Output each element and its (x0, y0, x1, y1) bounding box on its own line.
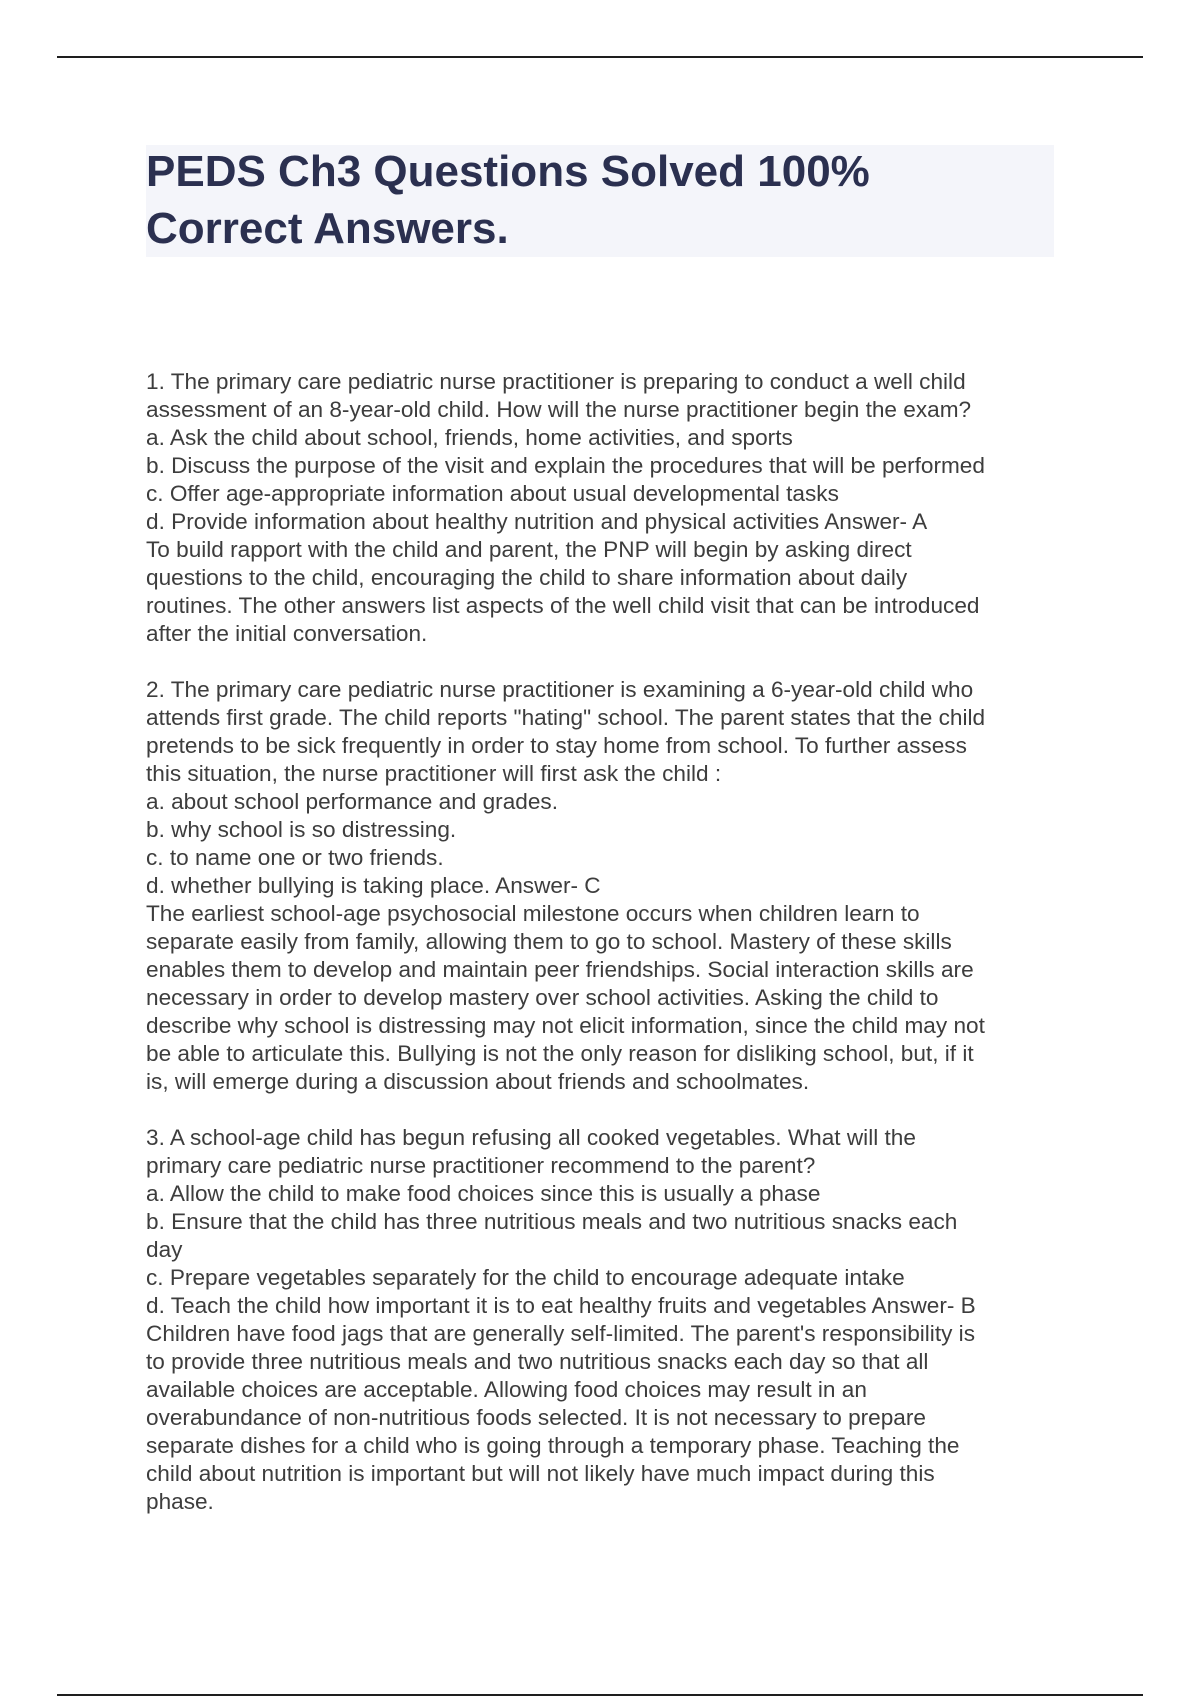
option-b-continued: day (146, 1237, 183, 1262)
title-line: Correct Answers. (146, 204, 509, 253)
rationale-line: separate easily from family, allowing them to go to school. Mastery of these skills (146, 929, 952, 954)
rationale-line: overabundance of non-nutritious foods selected. It is not necessary to prepare (146, 1405, 926, 1430)
top-divider (57, 56, 1143, 58)
rationale-line: enables them to develop and maintain peer friendships. Social interaction skills are (146, 957, 974, 982)
option-b: b. Ensure that the child has three nutritious meals and two nutritious snacks each (146, 1209, 958, 1234)
rationale-line: To build rapport with the child and parent, the PNP will begin by asking direct (146, 537, 912, 562)
option-d-answer: d. whether bullying is taking place. Answer- C (146, 873, 601, 898)
rationale-line: questions to the child, encouraging the child to share information about daily (146, 565, 908, 590)
rationale-line: separate dishes for a child who is going through a temporary phase. Teaching the (146, 1433, 960, 1458)
rationale-line: Children have food jags that are generally self-limited. The parent's responsibility is (146, 1321, 975, 1346)
rationale-line: be able to articulate this. Bullying is not the only reason for disliking school, but, if it (146, 1041, 974, 1066)
bottom-divider (57, 1694, 1143, 1696)
question-1 (146, 368, 1066, 648)
option-b: b. Discuss the purpose of the visit and explain the procedures that will be performed (146, 453, 985, 478)
option-b: b. why school is so distressing. (146, 817, 457, 842)
text-line: 2. The primary care pediatric nurse practitioner is examining a 6-year-old child who (146, 677, 974, 702)
question-3 (146, 1124, 1066, 1516)
title-block (146, 145, 1054, 257)
title-line: PEDS Ch3 Questions Solved 100% (146, 147, 870, 196)
document-body (146, 368, 1066, 1544)
text-line: this situation, the nurse practitioner will first ask the child : (146, 761, 722, 786)
text-line: assessment of an 8-year-old child. How will the nurse practitioner begin the exam? (146, 397, 972, 422)
page-title (146, 143, 870, 257)
rationale-line: necessary in order to develop mastery over school activities. Asking the child to (146, 985, 939, 1010)
text-line: 1. The primary care pediatric nurse practitioner is preparing to conduct a well child (146, 369, 966, 394)
rationale-line: phase. (146, 1489, 214, 1514)
option-a: a. about school performance and grades. (146, 789, 558, 814)
option-c: c. Prepare vegetables separately for the child to encourage adequate intake (146, 1265, 905, 1290)
rationale-line: The earliest school-age psychosocial milestone occurs when children learn to (146, 901, 920, 926)
rationale-line: is, will emerge during a discussion about friends and schoolmates. (146, 1069, 810, 1094)
option-a: a. Ask the child about school, friends, home activities, and sports (146, 425, 793, 450)
rationale-line: to provide three nutritious meals and two nutritious snacks each day so that all (146, 1349, 929, 1374)
option-d-answer: d. Provide information about healthy nutrition and physical activities Answer- A (146, 509, 928, 534)
text-line: pretends to be sick frequently in order to stay home from school. To further assess (146, 733, 967, 758)
option-a: a. Allow the child to make food choices since this is usually a phase (146, 1181, 821, 1206)
option-c: c. Offer age-appropriate information about usual developmental tasks (146, 481, 839, 506)
text-line: attends first grade. The child reports "hating" school. The parent states that the child (146, 705, 986, 730)
rationale-line: child about nutrition is important but will not likely have much impact during this (146, 1461, 935, 1486)
question-2 (146, 676, 1066, 1096)
rationale-line: available choices are acceptable. Allowing food choices may result in an (146, 1377, 867, 1402)
rationale-line: describe why school is distressing may not elicit information, since the child may not (146, 1013, 985, 1038)
option-d-answer: d. Teach the child how important it is to eat healthy fruits and vegetables Answer- B (146, 1293, 976, 1318)
option-c: c. to name one or two friends. (146, 845, 444, 870)
text-line: 3. A school-age child has begun refusing all cooked vegetables. What will the (146, 1125, 916, 1150)
text-line: primary care pediatric nurse practitioner recommend to the parent? (146, 1153, 816, 1178)
rationale-line: after the initial conversation. (146, 621, 428, 646)
rationale-line: routines. The other answers list aspects of the well child visit that can be introduced (146, 593, 980, 618)
